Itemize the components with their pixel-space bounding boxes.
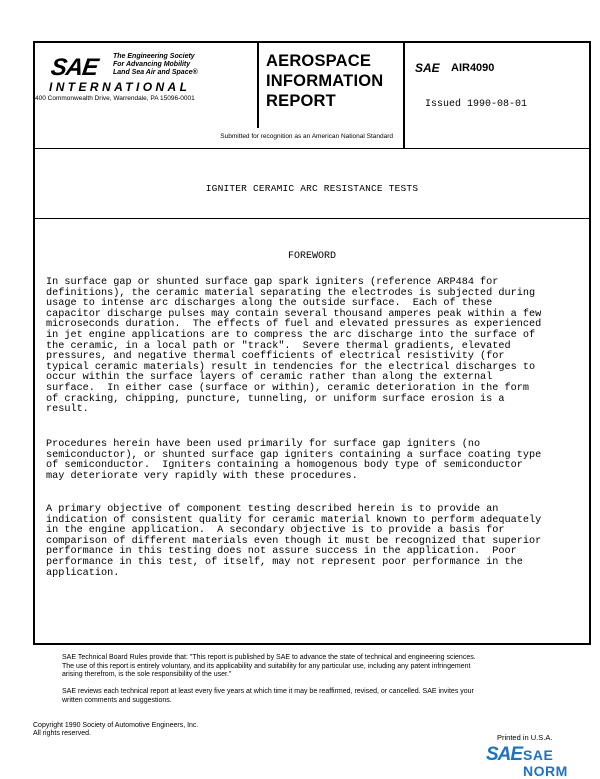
rules-note: SAE Technical Board Rules provide that: "This report is published by SAE to advance the state of technical and engineering sciences. The use of this report is entirely voluntary, and its applicability and suitability for any particular use, including any patent infringement arising therefrom, is the sole responsibility of the user." — [62, 654, 476, 679]
paragraph: In surface gap or shunted surface gap spark igniters (reference ARP484 for definitions), the ceramic material separating the electrodes is subjected during usage to intense arc discharges along the outside surface. Each of these capacitor discharge pulses may contain several thousand amperes peak within a few microseconds duration. The effects of fuel and elevated pressures as experienced in jet engine applications are to compress the arc discharge into the surface of the ceramic, in a local path or "track". Severe thermal gradients, elevated pressures, and negative thermal coefficients of electrical resistivity (for typical ceramic materials) result in tendencies for the electrical discharges to occur within the surface layers of ceramic rather than along the external surface. In either case (surface or within), ceramic deterioration in the form of cracking, chipping, puncture, tunneling, or uniform surface erosion is a result. — [46, 277, 542, 416]
paragraph: A primary objective of component testing described herein is to provide an indication of consistent quality for ceramic material known to perform adequately in the engine application. A secondary objective is to provide a basis for comparison of different materials even though it must be recognized that superior performance in this testing does not assure success in the application. Poor performance in this test, of itself, may not represent poor performance in the application. — [46, 504, 542, 579]
issued-date: Issued 1990-08-01 — [425, 99, 528, 110]
document-number: AIR4090 — [451, 62, 495, 74]
submitted-note: Submitted for recognition as an American National Standard — [220, 133, 393, 140]
printed-location: Printed in U.S.A. — [497, 733, 553, 742]
report-type-block — [257, 43, 405, 128]
report-type-line: AEROSPACE — [266, 52, 372, 70]
paragraph: Procedures herein have been used primarily for surface gap igniters (no semiconductor), or shunted surface gap igniters containing a surface coating type of semiconductor. Igniters containing a homogenous body type of semiconductor may deteriorate very rapidly with these procedures. — [46, 439, 542, 482]
watermark-text: SAE NORM — [523, 747, 568, 779]
document-id-block — [403, 43, 591, 148]
address: 400 Commonwealth Drive, Warrendale, PA 15096-0001 — [35, 95, 195, 102]
document-frame — [33, 41, 591, 645]
submitted-note-row — [35, 128, 403, 148]
watermark — [486, 744, 598, 779]
international-label: INTERNATIONAL — [49, 80, 191, 94]
society-tagline — [113, 53, 198, 77]
sae-logo-mark: SAE — [49, 54, 100, 81]
report-type — [266, 51, 383, 111]
doc-sae-logo: SAE — [415, 61, 440, 75]
society-line: Land Sea Air and Space® — [113, 69, 198, 76]
review-note: SAE reviews each technical report at least every five years at which time it may be reaffirmed, revised, or cancelled. SAE invites your written comments and suggestions. — [62, 688, 474, 704]
society-line: The Engineering Society — [113, 53, 195, 60]
report-type-line: REPORT — [266, 92, 336, 110]
title-row — [35, 148, 589, 219]
header-row — [35, 43, 589, 149]
sae-logo-block — [35, 43, 257, 128]
section-heading: FOREWORD — [287, 251, 336, 262]
watermark-logo: SAE — [486, 744, 523, 765]
report-type-line: INFORMATION — [266, 72, 384, 90]
document-title: IGNITER CERAMIC ARC RESISTANCE TESTS — [205, 183, 419, 194]
copyright: Copyright 1990 Society of Automotive Engineers, Inc. All rights reserved. — [33, 722, 199, 737]
society-line: For Advancing Mobility — [113, 61, 191, 68]
